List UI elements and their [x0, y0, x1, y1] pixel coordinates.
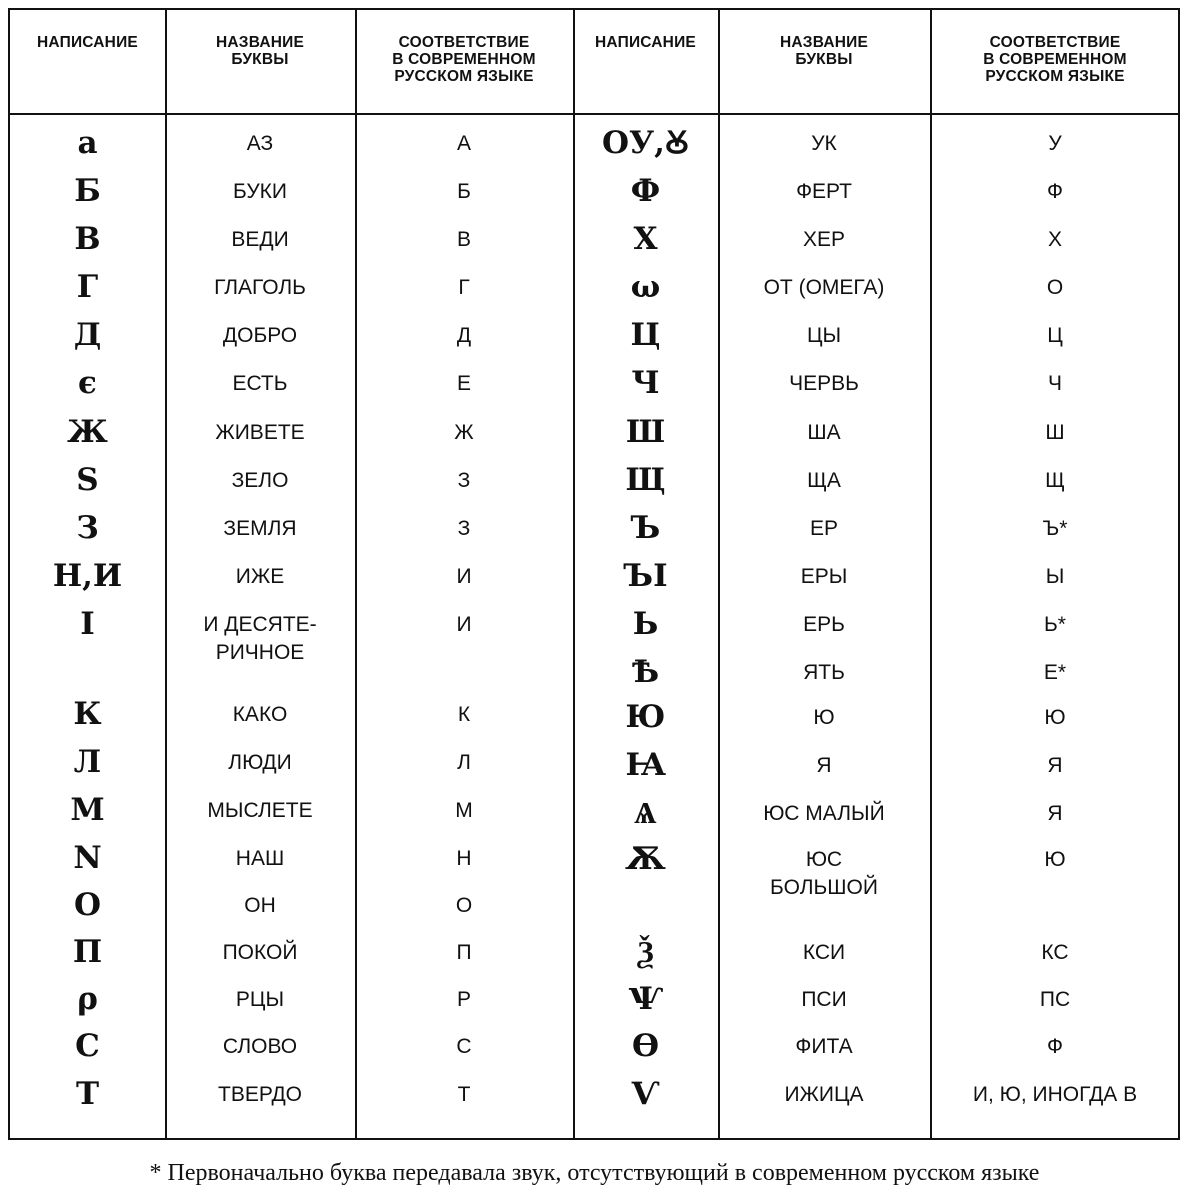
right-letter-modern: Ы — [1045, 565, 1065, 588]
right-letter-modern: Ю — [1044, 848, 1066, 871]
left-letter-modern: Т — [457, 1083, 471, 1106]
left-letter-modern: З — [457, 517, 471, 540]
left-letter-modern: П — [456, 941, 472, 964]
right-letter-name: ЕРЬ — [803, 613, 845, 636]
right-letter-name: Я — [816, 754, 832, 777]
alphabet-table — [8, 8, 1180, 1140]
right-letter-modern: КС — [1041, 941, 1069, 964]
header-right-name: НАЗВАНИЕ БУКВЫ — [780, 34, 868, 68]
left-letter-modern: З — [457, 469, 471, 492]
left-letter-name: ЖИВЕТЕ — [215, 421, 305, 444]
left-letter-name: ВЕДИ — [231, 228, 289, 251]
left-letter-modern: Ж — [454, 421, 474, 444]
left-letter-glyph: Т — [75, 1076, 100, 1112]
left-letter-modern: М — [455, 799, 473, 822]
left-letter-glyph: ρ — [77, 981, 98, 1017]
header-left-name: НАЗВАНИЕ БУКВЫ — [216, 34, 304, 68]
left-letter-glyph: Н,И — [52, 558, 123, 594]
right-letter-glyph: Ѳ — [631, 1028, 659, 1064]
right-letter-glyph: Х — [633, 221, 658, 257]
left-letter-glyph: О — [73, 887, 101, 923]
right-letter-glyph: Ъ — [630, 510, 661, 546]
right-letter-name: ФИТА — [795, 1035, 853, 1058]
left-letter-name: ДОБРО — [222, 324, 298, 347]
right-letter-glyph: Ѱ — [628, 981, 663, 1017]
left-letter-name: ОН — [244, 894, 276, 917]
right-letter-name: ЯТЬ — [803, 661, 845, 684]
left-letter-modern: Г — [458, 276, 470, 299]
right-letter-name: ЧЕРВЬ — [789, 372, 859, 395]
right-letter-name: ПСИ — [801, 988, 847, 1011]
right-letter-name: ША — [807, 421, 841, 444]
left-letter-glyph: З — [76, 510, 99, 546]
left-letter-name: ПОКОЙ — [222, 941, 298, 964]
left-letter-glyph: І — [80, 606, 95, 642]
right-letter-modern: Х — [1047, 228, 1062, 251]
right-letter-name: ИЖИЦА — [784, 1083, 864, 1106]
left-letter-name: ЗЕЛО — [231, 469, 289, 492]
right-letter-modern: ПС — [1039, 988, 1071, 1011]
right-letter-modern: Ф — [1047, 1035, 1063, 1058]
left-letter-name: ЕСТЬ — [232, 372, 288, 395]
right-letter-modern: Ъ* — [1042, 517, 1068, 540]
right-letter-modern: Ф — [1047, 180, 1063, 203]
left-letter-name: НАШ — [235, 847, 285, 870]
left-letter-name: ИЖЕ — [235, 565, 285, 588]
left-letter-name: ГЛАГОЛЬ — [214, 276, 306, 299]
right-letter-modern: Ю — [1044, 706, 1066, 729]
right-letter-glyph: Ꙗ — [625, 747, 666, 783]
right-letter-name: ЮС БОЛЬШОЙ — [770, 848, 878, 899]
header-divider — [10, 113, 1178, 115]
right-letter-name: ФЕРТ — [796, 180, 852, 203]
left-letter-name: ТВЕРДО — [218, 1083, 302, 1106]
left-letter-name: МЫСЛЕТЕ — [207, 799, 313, 822]
right-letter-glyph: Ѣ — [631, 654, 660, 690]
header-right-modern: СООТВЕТСТВИЕ В СОВРЕМЕННОМ РУССКОМ ЯЗЫКЕ — [983, 34, 1127, 85]
right-letter-glyph: Ш — [625, 414, 666, 450]
left-letter-modern: Д — [456, 324, 472, 347]
header-right-spelling: НАПИСАНИЕ — [595, 34, 696, 51]
right-letter-modern: Ш — [1045, 421, 1065, 444]
left-letter-glyph: Г — [76, 269, 99, 305]
left-letter-name: АЗ — [246, 132, 274, 155]
left-letter-name: СЛОВО — [222, 1035, 298, 1058]
left-letter-glyph: Л — [73, 744, 102, 780]
right-letter-glyph: Ѫ — [625, 841, 666, 877]
right-letter-glyph: Щ — [625, 462, 666, 498]
left-letter-name: КАКО — [232, 703, 288, 726]
right-letter-name: ЦЫ — [806, 324, 842, 347]
right-letter-name: УК — [811, 132, 837, 155]
left-letter-modern: И — [456, 613, 472, 636]
right-letter-glyph: Ю — [625, 699, 666, 735]
right-letter-glyph: Ф — [630, 173, 661, 209]
right-letter-glyph: Ч — [631, 365, 660, 401]
left-letter-name: БУКИ — [233, 180, 287, 203]
left-letter-modern: Б — [457, 180, 471, 203]
left-letter-name: ЛЮДИ — [228, 751, 292, 774]
left-letter-glyph: є — [78, 365, 97, 401]
left-letter-modern: Р — [456, 988, 471, 1011]
left-letter-glyph: С — [75, 1028, 100, 1064]
left-letter-modern: А — [456, 132, 471, 155]
right-letter-name: ЕР — [809, 517, 838, 540]
right-letter-modern: Щ — [1045, 469, 1065, 492]
left-letter-glyph: В — [74, 221, 101, 257]
right-letter-modern: И, Ю, ИНОГДА В — [972, 1083, 1138, 1106]
right-letter-glyph: Ь — [632, 606, 659, 642]
left-letter-glyph: К — [73, 696, 102, 732]
left-letter-glyph: N — [73, 840, 102, 876]
left-letter-name: РЦЫ — [235, 988, 285, 1011]
left-letter-glyph: Ж — [67, 414, 108, 450]
right-letter-glyph: Ѯ — [637, 934, 654, 970]
right-letter-glyph: Ѧ — [634, 795, 657, 831]
header-left-spelling: НАПИСАНИЕ — [37, 34, 138, 51]
right-letter-name: ОТ (ОМЕГА) — [763, 276, 885, 299]
right-letter-modern: Ч — [1048, 372, 1062, 395]
left-letter-modern: С — [456, 1035, 472, 1058]
left-letter-glyph: Б — [74, 173, 101, 209]
left-letter-modern: Н — [456, 847, 472, 870]
right-letter-name: ЩА — [807, 469, 841, 492]
left-letter-modern: Л — [457, 751, 471, 774]
right-letter-modern: Ь* — [1044, 613, 1066, 636]
left-letter-modern: К — [457, 703, 471, 726]
right-letter-name: ХЕР — [802, 228, 846, 251]
right-letter-glyph: ЪІ — [623, 558, 668, 594]
right-letter-glyph: Ѵ — [631, 1076, 660, 1112]
left-letter-modern: О — [455, 894, 473, 917]
right-letter-glyph: Ц — [630, 317, 661, 353]
right-letter-modern: Е* — [1043, 661, 1067, 684]
right-letter-name: КСИ — [802, 941, 846, 964]
left-letter-glyph: Д — [73, 317, 102, 353]
right-letter-name: ЕРЫ — [800, 565, 848, 588]
right-letter-glyph: ω — [630, 269, 661, 305]
left-letter-glyph: S — [76, 462, 99, 498]
right-letter-name: ЮС МАЛЫЙ — [763, 802, 885, 825]
left-letter-name: ЗЕМЛЯ — [223, 517, 297, 540]
right-letter-modern: Я — [1047, 754, 1063, 777]
right-letter-name: Ю — [813, 706, 835, 729]
left-letter-glyph: П — [72, 934, 103, 970]
left-letter-glyph: а — [77, 125, 98, 161]
right-letter-glyph: ОУ,Ꙋ — [601, 125, 690, 161]
footnote: * Первоначально буква передавала звук, отсутствующий в современном русском языке — [149, 1160, 1040, 1186]
right-letter-modern: Ц — [1047, 324, 1063, 347]
left-letter-name: И ДЕСЯТЕ- РИЧНОЕ — [203, 613, 317, 664]
right-letter-modern: Я — [1047, 802, 1063, 825]
right-letter-modern: У — [1048, 132, 1062, 155]
left-letter-modern: И — [456, 565, 472, 588]
header-left-modern: СООТВЕТСТВИЕ В СОВРЕМЕННОМ РУССКОМ ЯЗЫКЕ — [392, 34, 536, 85]
right-letter-modern: О — [1046, 276, 1064, 299]
left-letter-modern: Е — [456, 372, 471, 395]
left-letter-glyph: М — [70, 792, 105, 828]
left-letter-modern: В — [456, 228, 471, 251]
